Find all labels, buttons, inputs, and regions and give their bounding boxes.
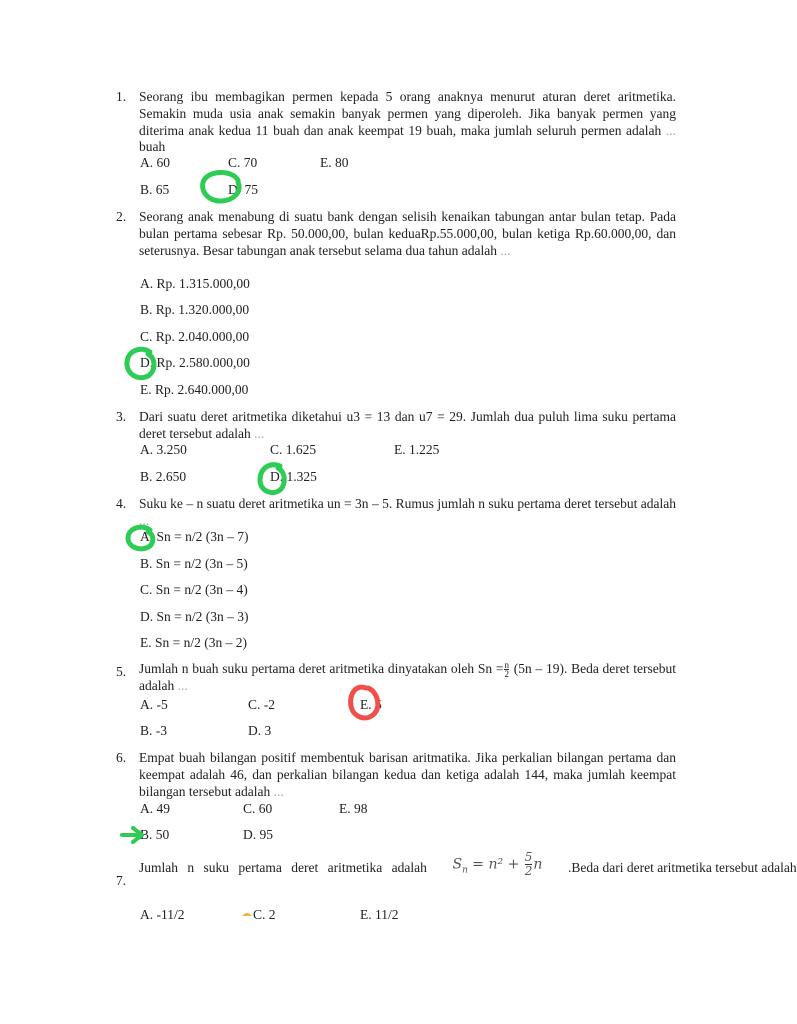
- option-d[interactable]: D. 75: [228, 182, 258, 197]
- question-text: Suku ke – n suatu deret aritmetika un = 3n – 5. Rumus jumlah n suku pertama deret tersebut adalah ...: [139, 496, 676, 528]
- question-text: Seorang ibu membagikan permen kepada 5 orang anaknya menurut aturan deret aritmetika. Semakin muda usia anak semakin banyak permen yang diperoleh. Jika banyak permen yang diterima anak kedua 11 buah dan anak keempat 19 buah, maka jumlah seluruh permen adalah ... buah: [139, 89, 677, 155]
- question-3: [116, 409, 676, 443]
- option-b[interactable]: B. -3: [140, 723, 167, 738]
- option-d[interactable]: D. Sn = n/2 (3n – 3): [140, 609, 249, 624]
- fraction: $\frac{5}{2}$: [524, 850, 533, 878]
- option-c[interactable]: C. 60: [243, 801, 273, 816]
- option-c[interactable]: C. 70: [228, 155, 258, 170]
- orange-dash-mark: [240, 910, 254, 920]
- option-e[interactable]: E. 80: [320, 155, 349, 170]
- option-b[interactable]: B. 65: [140, 182, 170, 197]
- question-text: Empat buah bilangan positif membentuk barisan aritmatika. Jika perkalian bilangan pertama dan keempat adalah 46, dan perkalian bilangan kedua dan ketiga adalah 144, maka jumlah keempat bilangan tersebut adalah ...: [139, 750, 676, 799]
- option-c[interactable]: C. -2: [248, 697, 275, 712]
- question-text: Dari suatu deret aritmetika diketahui u3 = 13 dan u7 = 29. Jumlah dua puluh lima suku pertama deret tersebut adalah ...: [139, 409, 676, 441]
- question-number: 4.: [116, 496, 127, 511]
- question-number: 1.: [116, 89, 127, 104]
- option-d[interactable]: D. Rp. 2.580.000,00: [140, 355, 250, 370]
- question-text: Jumlah n suku pertama deret aritmetika adalah $S_n = n^2$ + $\frac{5}{2}$ n .Beda dari deret aritmetika tersebut adalah: [139, 850, 797, 878]
- option-e[interactable]: E. 98: [339, 801, 368, 816]
- option-e[interactable]: E. Sn = n/2 (3n – 2): [140, 635, 247, 650]
- option-e[interactable]: E. 5: [360, 697, 382, 712]
- option-c[interactable]: C. 1.625: [270, 442, 317, 457]
- option-a[interactable]: A. 3.250: [140, 442, 187, 457]
- option-c[interactable]: C. Rp. 2.040.000,00: [140, 329, 250, 344]
- option-e[interactable]: E. Rp. 2.640.000,00: [140, 382, 249, 397]
- option-b[interactable]: B. Rp. 1.320.000,00: [140, 302, 250, 317]
- question-2: [116, 209, 676, 259]
- option-c[interactable]: C. Sn = n/2 (3n – 4): [140, 582, 248, 597]
- option-d[interactable]: D. 3: [248, 723, 272, 738]
- question-7: [116, 849, 797, 888]
- question-number: 2.: [116, 209, 127, 224]
- question-number: 7.: [116, 873, 127, 888]
- question-6: [116, 750, 676, 800]
- option-b[interactable]: B. 50: [140, 827, 170, 842]
- option-e[interactable]: E. 11/2: [360, 907, 399, 922]
- option-a[interactable]: A. 60: [140, 155, 170, 170]
- option-a[interactable]: A. Sn = n/2 (3n – 7): [140, 529, 249, 544]
- option-e[interactable]: E. 1.225: [394, 442, 440, 457]
- option-d[interactable]: D. 1.325: [270, 469, 317, 484]
- question-1: [116, 89, 676, 156]
- option-a[interactable]: A. -11/2: [140, 907, 185, 922]
- question-number: 6.: [116, 750, 127, 765]
- option-a[interactable]: A. -5: [140, 697, 168, 712]
- question-5: [116, 661, 676, 695]
- question-number: 3.: [116, 409, 127, 424]
- question-4: [116, 496, 676, 530]
- option-d[interactable]: D. 95: [243, 827, 273, 842]
- fraction: $\frac{n}{2}$: [504, 660, 509, 680]
- question-text: Jumlah n buah suku pertama deret aritmetika dinyatakan oleh Sn = $\frac{n}{2}$ (5n – 19). Beda deret tersebut adalah ...: [139, 660, 677, 694]
- option-c[interactable]: C. 2: [253, 907, 276, 922]
- option-b[interactable]: B. 2.650: [140, 469, 187, 484]
- option-b[interactable]: B. Sn = n/2 (3n – 5): [140, 556, 248, 571]
- question-text: Seorang anak menabung di suatu bank dengan selisih kenaikan tabungan antar bulan tetap. Pada bulan pertama sebesar Rp. 50.000,00, bulan keduaRp.55.000,00, bulan ketiga Rp.60.000,00, dan seterusnya. Besar tabungan anak tersebut selama dua tahun adalah ...: [139, 209, 676, 258]
- option-a[interactable]: A. 49: [140, 801, 170, 816]
- formula: $S_n = n^2$ + $\frac{5}{2}$ n: [452, 850, 543, 878]
- question-number: 5.: [116, 664, 127, 679]
- option-a[interactable]: A. Rp. 1.315.000,00: [140, 276, 250, 291]
